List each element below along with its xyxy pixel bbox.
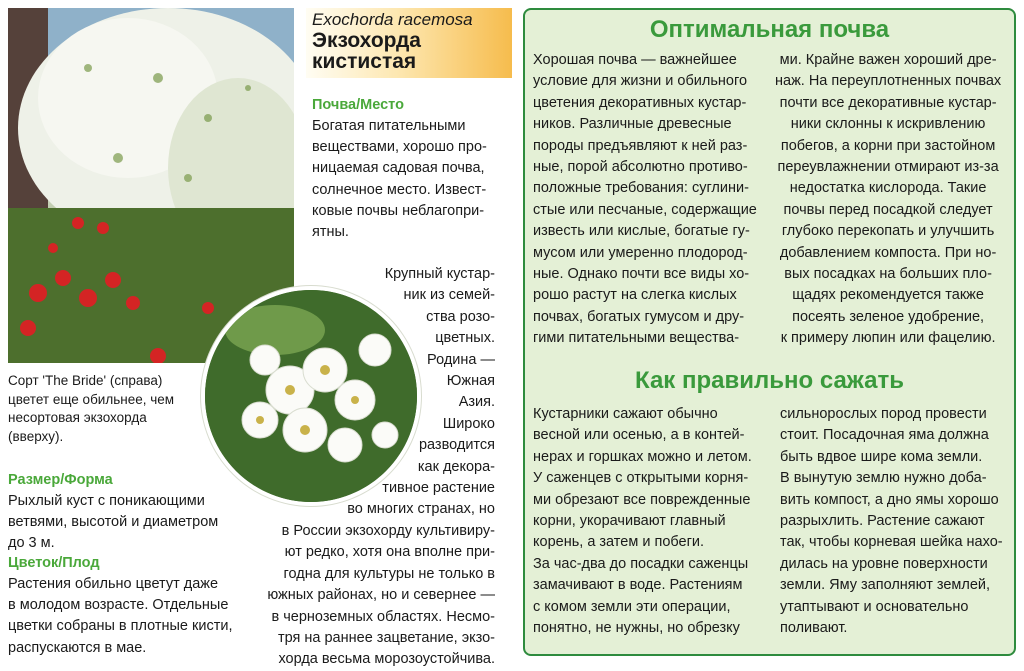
description-wrap-text: Крупный кустар- ник из семей- ства розо- цветных. Родина — Южная Азия. Широко разводится как декора- тивное растение во многих странах, но в России экзохорду культивиру- ют редко, хотя она вполне при- годна для культуры не только в южных районах, но и севернее — в черноземных областях. Несмо- тря на раннее зацветание, экзо- хорда весьма морозоустойчива. [267,266,495,668]
photo-caption: Сорт 'The Bride' (справа) цветет еще обильнее, чем несортовая экзохорда (вверху). [8,373,175,444]
flower-fruit-heading: Цветок/Плод [8,555,100,571]
flower-fruit-text: Растения обильно цветут даже в молодом возрасте. Отдельные цветки собраны в плотные кисти, распускаются в мае. [8,576,233,656]
how-to-plant-heading: Как правильно сажать [635,367,904,394]
optimal-soil-column-1: Хорошая почва — важнейшее условие для жизни и обильного цветения декоративных кустар- ников. Различные древесные породы предъявляют к ней раз- ные, порой абсолютно противо- положные требования: суглини- стые или песчаные, содержащие известь или кислые, богатые гу- мусом или умеренно плодород- ные. Однако почти все виды хо- рошо растут на слегка кислых почвах, богатых гумусом и дру- гими питательными вещества- [533,52,757,347]
size-form-heading: Размер/Форма [8,472,113,488]
plant-title [312,30,502,72]
how-to-plant-column-1: Кустарники сажают обычно весной или осенью, а в контей- нерах и горшках можно и летом. У саженцев с открытыми корня- ми обрезают все поврежденные корни, укорачивают главный корень, а затем и побеги. За час-два до посадки саженцы замачивают в воде. Растениям с комом земли эти операции, понятно, не нужны, но обрезку [533,406,752,637]
optimal-soil-column-2: ми. Крайне важен хороший дре- наж. На переуплотненных почвах почти все декоративные кустар- ники склонны к искривлению побегов, а корни при застойном переувлажнении отмирают из-за недостатка кислорода. Такие почвы перед посадкой следует глубоко перекопать и улучшить добавлением компоста. При но- вых посадках на больших пло- щадях рекомендуется также посеять зеленое удобрение, к примеру люпин или фацелию. [775,52,1002,347]
latin-name: Exochorda racemosa [312,10,473,29]
plant-title-line1: Экзохорда [312,29,421,52]
soil-location-text: Богатая питательными веществами, хорошо про- ницаемая садовая почва, солнечное место. Извест- ковые почвы неблагопри- ятны. [312,118,487,241]
how-to-plant-column-2: сильнорослых пород провести стоит. Посадочная яма должна быть вдвое шире кома земли. В вынутую землю нужно доба- вить компост, а дно ямы хорошо разрыхлить. Растение сажают так, чтобы корневая шейка нахо- дилась на уровне поверхности земли. Яму заполняют землей, утаптывают и основательно поливают. [780,406,1003,637]
soil-location-heading: Почва/Место [312,97,404,113]
optimal-soil-heading: Оптимальная почва [649,16,890,43]
size-form-text: Рыхлый куст с поникающими ветвями, высотой и диаметром до 3 м. [8,493,219,552]
plant-title-line2: кистистая [312,50,417,73]
